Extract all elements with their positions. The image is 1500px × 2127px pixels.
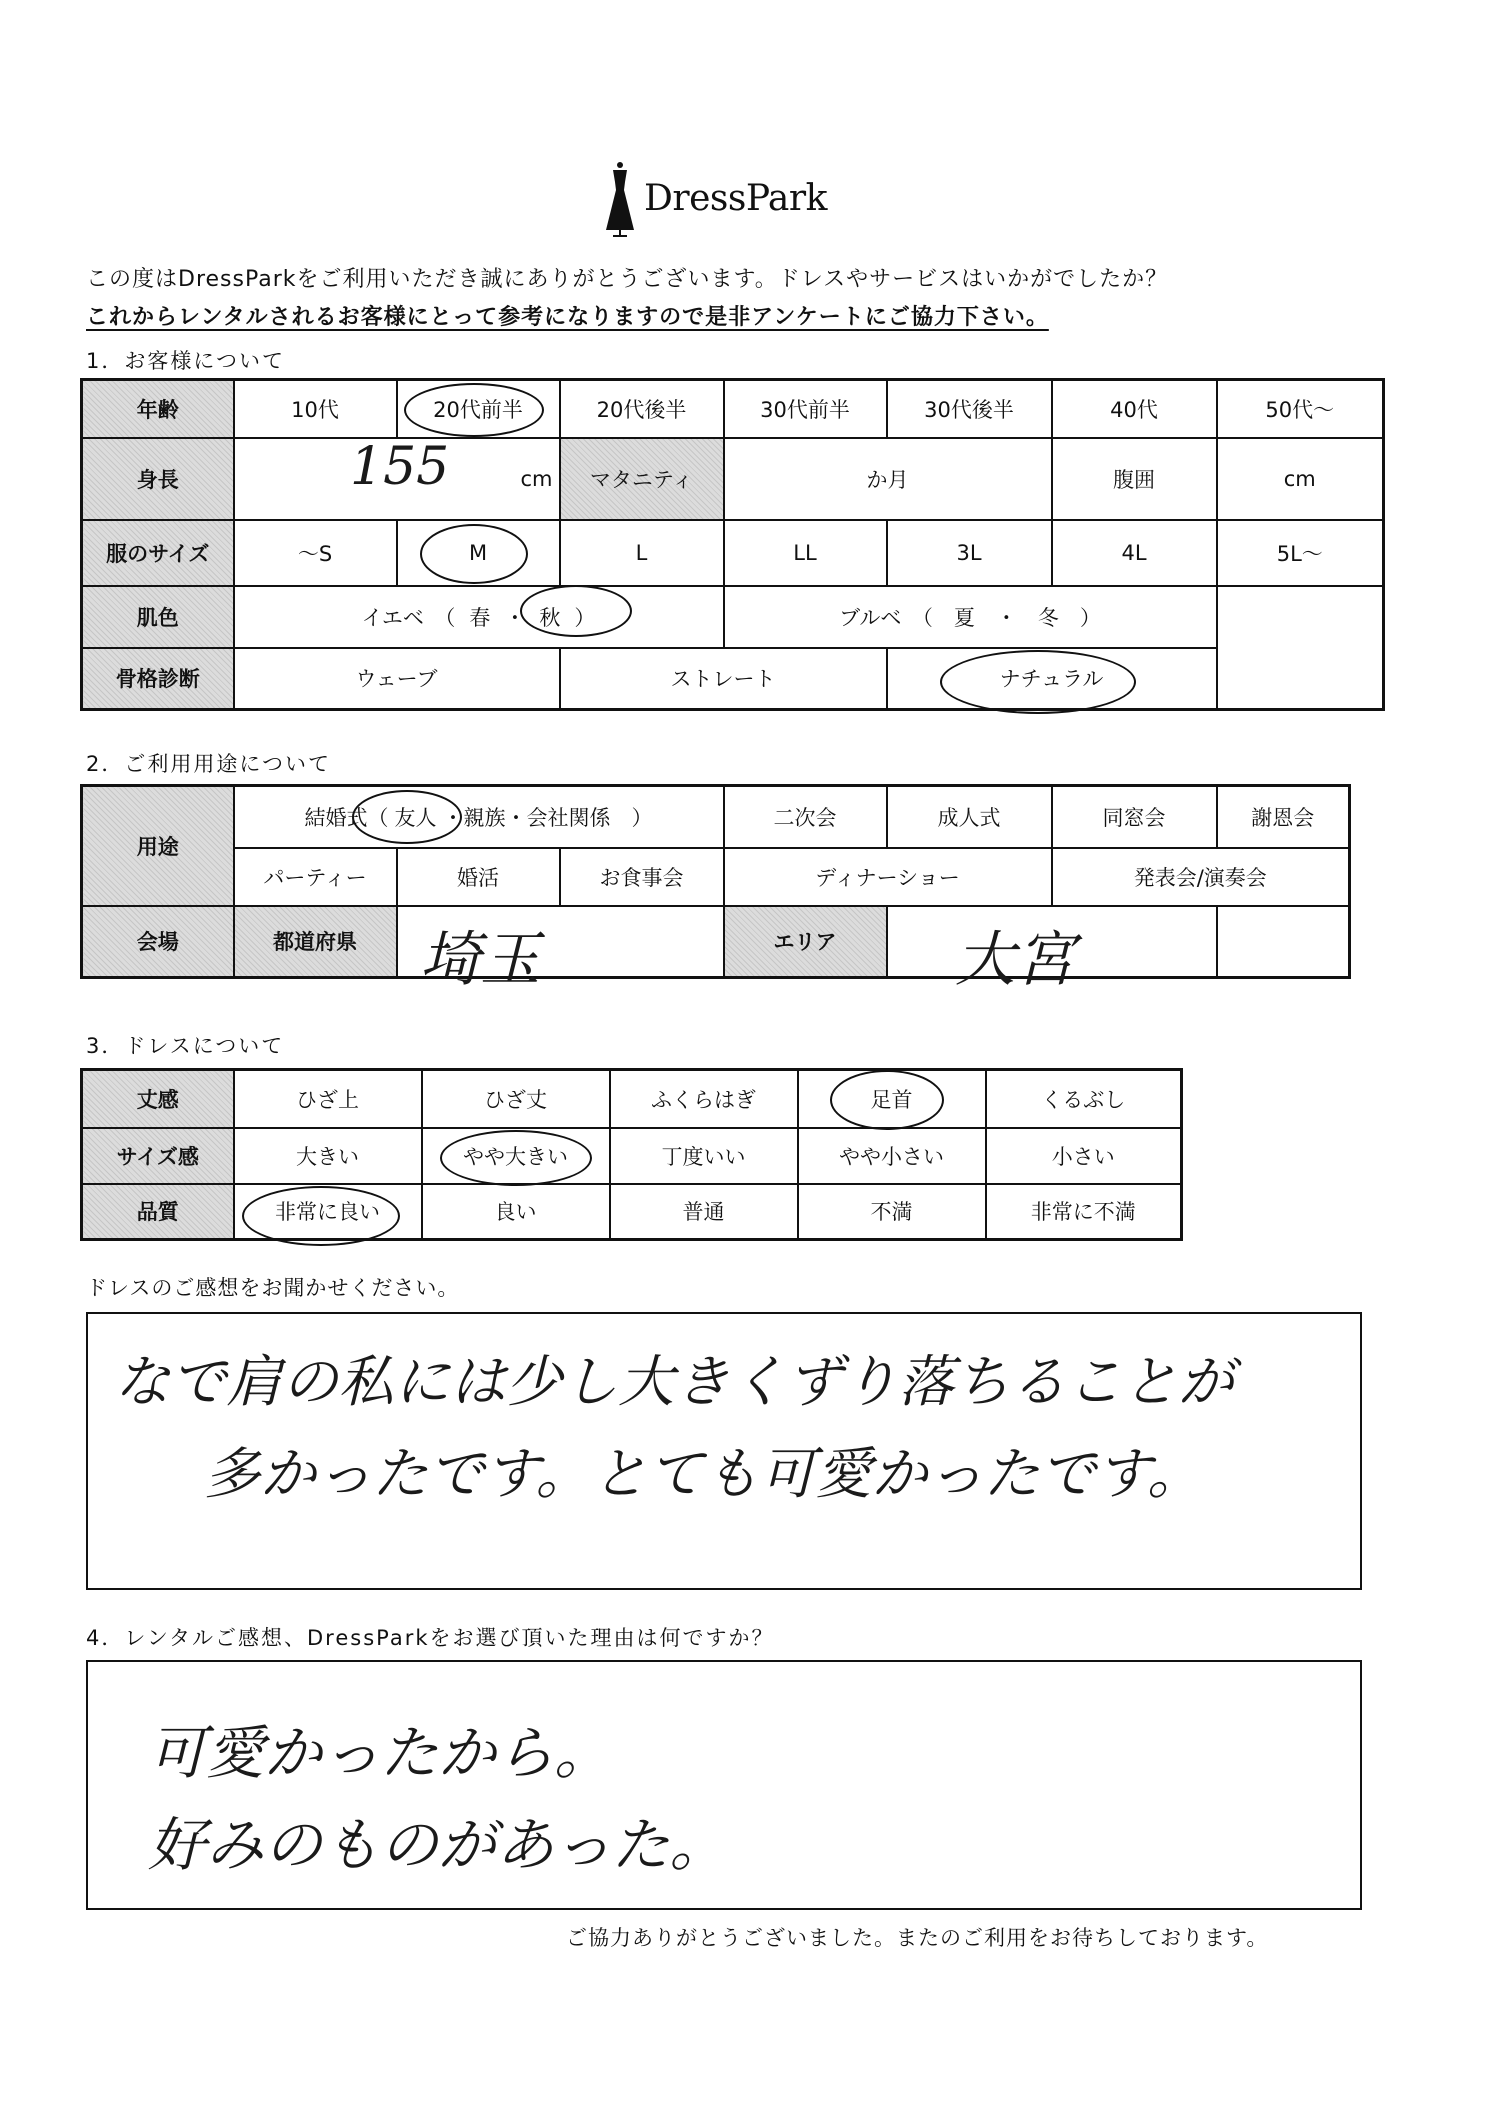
dress-comment-prompt: ドレスのご感想をお聞かせください。 — [86, 1276, 460, 1300]
skin-separator: ・ — [504, 605, 526, 630]
age-option[interactable]: 40代 — [1052, 380, 1217, 438]
height-unit: cm — [520, 466, 553, 491]
skin-ie-suffix: ） — [574, 605, 596, 630]
dress-row — [82, 1070, 1182, 1128]
height-label: 身長 — [82, 438, 234, 520]
quality-option[interactable]: 不満 — [798, 1184, 986, 1240]
size-option[interactable]: M — [397, 520, 560, 586]
age-label: 年齢 — [82, 380, 234, 438]
length-option[interactable]: ひざ上 — [234, 1070, 422, 1128]
purpose-row-2 — [82, 848, 1350, 906]
section1-title: 1．お客様について — [86, 349, 285, 373]
customer-table — [80, 378, 1385, 711]
closing-message: ご協力ありがとうございました。またのご利用をお待ちしております。 — [566, 1926, 1269, 1950]
age-row — [82, 380, 1384, 438]
section4-title: 4．レンタルご感想、DressParkをお選び頂いた理由は何ですか？ — [86, 1626, 775, 1650]
length-option[interactable]: 足首 — [798, 1070, 986, 1128]
skin-blue-base[interactable]: ブルベ （ 夏 ・ 冬 ） — [724, 586, 1217, 648]
dress-row-label: サイズ感 — [82, 1128, 234, 1184]
purpose-option[interactable]: 同窓会 — [1052, 786, 1217, 848]
venue-row — [82, 906, 1350, 978]
frame-label: 骨格診断 — [82, 648, 234, 710]
area-field[interactable] — [887, 906, 1217, 978]
prefecture-field[interactable] — [397, 906, 724, 978]
purpose-row-1 — [82, 786, 1350, 848]
length-option[interactable]: くるぶし — [986, 1070, 1182, 1128]
dress-comment-line2: 多かったです。とても可愛かったです。 — [204, 1442, 1204, 1507]
fit-option[interactable]: やや大きい — [422, 1128, 610, 1184]
size-row — [82, 520, 1384, 586]
length-option[interactable]: ひざ丈 — [422, 1070, 610, 1128]
size-option[interactable]: 3L — [887, 520, 1052, 586]
size-option[interactable]: 5L～ — [1217, 520, 1384, 586]
age-option[interactable]: 20代前半 — [397, 380, 560, 438]
area-label: エリア — [724, 906, 887, 978]
purpose-option[interactable]: 婚活 — [397, 848, 560, 906]
venue-label: 会場 — [82, 906, 234, 978]
section3-title: 3．ドレスについて — [86, 1034, 285, 1058]
quality-option[interactable]: 非常に良い — [234, 1184, 422, 1240]
age-option[interactable]: 50代～ — [1217, 380, 1384, 438]
dress-comment-box[interactable] — [86, 1312, 1362, 1590]
wedding-prefix: 結婚式（ — [304, 805, 389, 830]
purpose-option[interactable]: パーティー — [234, 848, 397, 906]
skin-label: 肌色 — [82, 586, 234, 648]
maternity-label: マタニティ — [560, 438, 724, 520]
prefecture-label: 都道府県 — [234, 906, 397, 978]
fit-option[interactable]: やや小さい — [798, 1128, 986, 1184]
frame-option[interactable]: ナチュラル — [887, 648, 1217, 710]
height-row — [82, 438, 1384, 520]
size-option[interactable]: LL — [724, 520, 887, 586]
dress-icon — [600, 160, 640, 240]
fit-option[interactable]: 大きい — [234, 1128, 422, 1184]
frame-option[interactable]: ウェーブ — [234, 648, 560, 710]
wedding-rest[interactable]: ・親族・会社関係 ） — [442, 805, 653, 830]
purpose-option[interactable]: 発表会/演奏会 — [1052, 848, 1350, 906]
skin-spring[interactable]: 春 — [469, 605, 491, 630]
age-option[interactable]: 20代後半 — [560, 380, 724, 438]
dress-row-label: 品質 — [82, 1184, 234, 1240]
purpose-option[interactable]: ディナーショー — [724, 848, 1052, 906]
area-value: 大宮 — [955, 925, 1075, 995]
waist-unit: cm — [1283, 466, 1316, 491]
size-option[interactable]: L — [560, 520, 724, 586]
dress-table — [80, 1068, 1183, 1241]
reason-line2: 好みのものがあった。 — [148, 1811, 728, 1879]
skin-ie-prefix: イエベ （ — [361, 605, 456, 630]
dress-comment-line1: なで肩の私には少し大きくずり落ちることが — [114, 1350, 1234, 1415]
height-field[interactable] — [234, 438, 560, 520]
quality-option[interactable]: 良い — [422, 1184, 610, 1240]
reason-line1: 可愛かったから。 — [148, 1719, 613, 1787]
fit-option[interactable]: 丁度いい — [610, 1128, 798, 1184]
frame-row — [82, 648, 1384, 710]
length-option[interactable]: ふくらはぎ — [610, 1070, 798, 1128]
months-unit: か月 — [866, 467, 909, 492]
quality-option[interactable]: 普通 — [610, 1184, 798, 1240]
waist-label: 腹囲 — [1052, 438, 1217, 520]
reason-box[interactable] — [86, 1660, 1362, 1910]
size-label: 服のサイズ — [82, 520, 234, 586]
frame-option[interactable]: ストレート — [560, 648, 887, 710]
quality-option[interactable]: 非常に不満 — [986, 1184, 1182, 1240]
prefecture-value: 埼玉 — [420, 925, 540, 995]
size-option[interactable]: ～S — [234, 520, 397, 586]
intro-request: これからレンタルされるお客様にとって参考になりますので是非アンケートにご協力下さい。 — [86, 305, 1049, 330]
purpose-label: 用途 — [82, 786, 234, 906]
section2-title: 2．ご利用用途について — [86, 752, 331, 776]
wedding-friend[interactable]: 友人 — [394, 805, 437, 830]
skin-autumn[interactable]: 秋 — [539, 605, 561, 630]
skin-yellow-base[interactable] — [234, 586, 724, 648]
purpose-option[interactable]: 謝恩会 — [1217, 786, 1350, 848]
purpose-wedding[interactable] — [234, 786, 724, 848]
dresspark-logo — [600, 160, 860, 240]
dress-row-label: 丈感 — [82, 1070, 234, 1128]
age-option[interactable]: 10代 — [234, 380, 397, 438]
purpose-option[interactable]: 成人式 — [887, 786, 1052, 848]
dress-row — [82, 1184, 1182, 1240]
dress-row — [82, 1128, 1182, 1184]
fit-option[interactable]: 小さい — [986, 1128, 1182, 1184]
purpose-option[interactable]: 二次会 — [724, 786, 887, 848]
age-option[interactable]: 30代前半 — [724, 380, 887, 438]
logo-text: DressPark — [644, 178, 827, 219]
purpose-table — [80, 784, 1351, 979]
maternity-months-field[interactable] — [724, 438, 1052, 520]
purpose-option[interactable]: お食事会 — [560, 848, 724, 906]
height-value: 155 — [350, 437, 450, 497]
waist-field[interactable] — [1217, 438, 1384, 520]
skin-row — [82, 586, 1384, 648]
size-option[interactable]: 4L — [1052, 520, 1217, 586]
age-option[interactable]: 30代後半 — [887, 380, 1052, 438]
intro-text: この度はDressParkをご利用いただき誠にありがとうございます。ドレスやサービスはいかがでしたか？ — [86, 267, 1169, 292]
